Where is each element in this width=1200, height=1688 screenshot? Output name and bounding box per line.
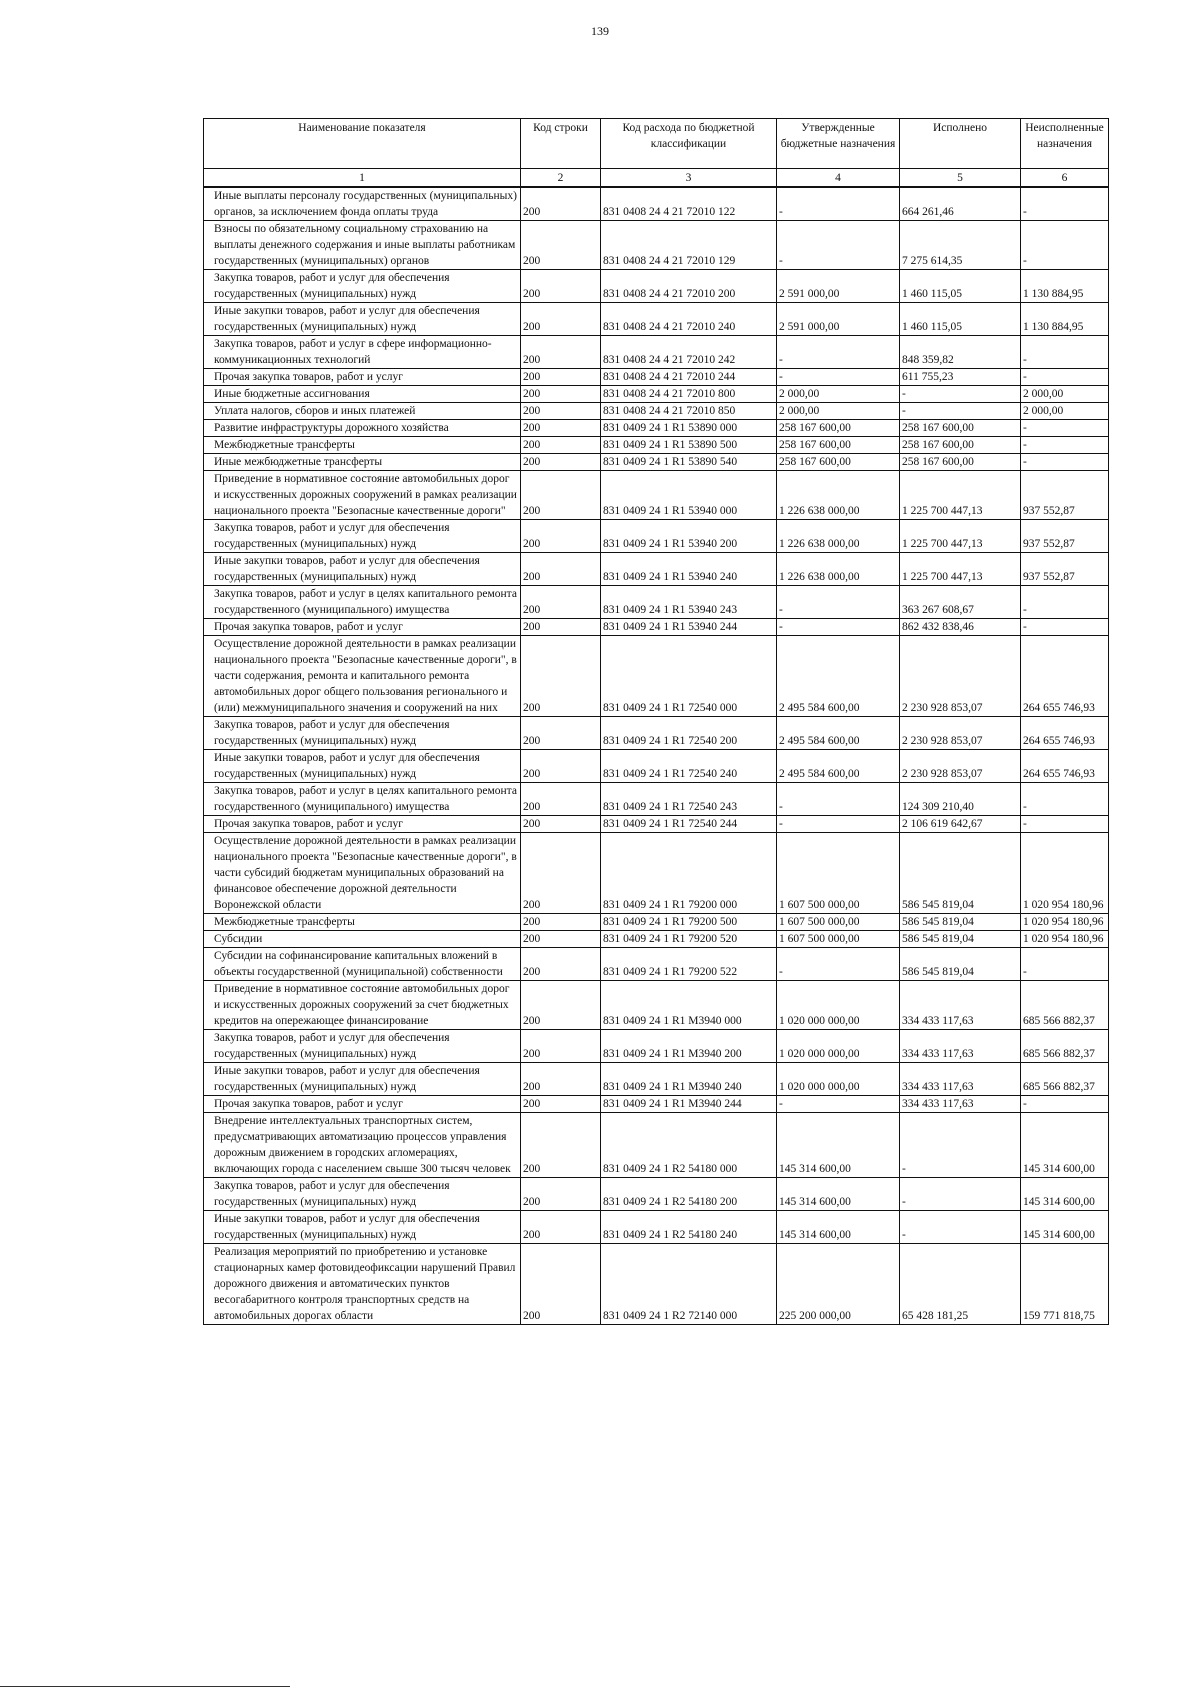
- cell-executed: 1 225 700 447,13: [900, 553, 1021, 586]
- cell-indicator-name: Прочая закупка товаров, работ и услуг: [204, 369, 521, 386]
- cell-line-code: 200: [521, 386, 601, 403]
- cell-indicator-name: Взносы по обязательному социальному страхованию на выплаты денежного содержания и иные выплаты работникам государственных (муниципальных) органов: [204, 221, 521, 270]
- cell-unexecuted: 264 655 746,93: [1021, 717, 1109, 750]
- header-executed: Исполнено: [900, 119, 1021, 169]
- cell-expense-code: 831 0409 24 1 R1 M3940 200: [601, 1030, 777, 1063]
- cell-approved: 145 314 600,00: [777, 1211, 900, 1244]
- cell-approved: -: [777, 619, 900, 636]
- cell-line-code: 200: [521, 948, 601, 981]
- cell-expense-code: 831 0409 24 1 R1 53940 240: [601, 553, 777, 586]
- cell-executed: -: [900, 1178, 1021, 1211]
- cell-approved: 258 167 600,00: [777, 454, 900, 471]
- cell-approved: 1 020 000 000,00: [777, 981, 900, 1030]
- table-row: [204, 816, 1109, 833]
- table-row: [204, 520, 1109, 553]
- cell-expense-code: 831 0409 24 1 R2 54180 200: [601, 1178, 777, 1211]
- cell-line-code: 200: [521, 1096, 601, 1113]
- cell-line-code: 200: [521, 636, 601, 717]
- cell-executed: 1 225 700 447,13: [900, 471, 1021, 520]
- cell-executed: 258 167 600,00: [900, 437, 1021, 454]
- cell-indicator-name: Прочая закупка товаров, работ и услуг: [204, 1096, 521, 1113]
- cell-indicator-name: Иные закупки товаров, работ и услуг для обеспечения государственных (муниципальных) нужд: [204, 303, 521, 336]
- cell-indicator-name: Прочая закупка товаров, работ и услуг: [204, 816, 521, 833]
- cell-indicator-name: Приведение в нормативное состояние автомобильных дорог и искусственных дорожных сооружений в рамках реализации национального проекта "Безопасные качественные дороги": [204, 471, 521, 520]
- cell-indicator-name: Закупка товаров, работ и услуг для обеспечения государственных (муниципальных) нужд: [204, 270, 521, 303]
- cell-line-code: 200: [521, 369, 601, 386]
- cell-expense-code: 831 0409 24 1 R1 72540 200: [601, 717, 777, 750]
- cell-executed: 334 433 117,63: [900, 1063, 1021, 1096]
- cell-line-code: 200: [521, 1113, 601, 1178]
- cell-executed: 664 261,46: [900, 187, 1021, 221]
- cell-unexecuted: 145 314 600,00: [1021, 1211, 1109, 1244]
- cell-indicator-name: Приведение в нормативное состояние автомобильных дорог и искусственных дорожных сооружений за счет бюджетных кредитов на опережающее финансирование: [204, 981, 521, 1030]
- cell-unexecuted: -: [1021, 1096, 1109, 1113]
- cell-unexecuted: 937 552,87: [1021, 553, 1109, 586]
- page-number: 139: [591, 24, 609, 38]
- cell-approved: 2 591 000,00: [777, 303, 900, 336]
- cell-executed: 611 755,23: [900, 369, 1021, 386]
- table-row: [204, 586, 1109, 619]
- cell-executed: 124 309 210,40: [900, 783, 1021, 816]
- cell-approved: 145 314 600,00: [777, 1178, 900, 1211]
- cell-indicator-name: Реализация мероприятий по приобретению и установке стационарных камер фотовидеофиксации нарушений Правил дорожного движения и автоматических пунктов весогабаритного контроля транспортных средств на автомобильных дорогах области: [204, 1244, 521, 1325]
- table-row: [204, 619, 1109, 636]
- cell-unexecuted: 145 314 600,00: [1021, 1113, 1109, 1178]
- table-row: [204, 270, 1109, 303]
- cell-approved: 1 226 638 000,00: [777, 553, 900, 586]
- cell-line-code: 200: [521, 931, 601, 948]
- column-number-row: [204, 169, 1109, 188]
- cell-unexecuted: 1 020 954 180,96: [1021, 914, 1109, 931]
- cell-line-code: 200: [521, 619, 601, 636]
- table-row: [204, 833, 1109, 914]
- cell-approved: 2 000,00: [777, 386, 900, 403]
- cell-expense-code: 831 0409 24 1 R1 M3940 000: [601, 981, 777, 1030]
- cell-expense-code: 831 0408 24 4 21 72010 244: [601, 369, 777, 386]
- header-line-code: Код строки: [521, 119, 601, 169]
- cell-indicator-name: Субсидии на софинансирование капитальных вложений в объекты государственной (муниципальной) собственности: [204, 948, 521, 981]
- cell-executed: 334 433 117,63: [900, 981, 1021, 1030]
- cell-approved: 225 200 000,00: [777, 1244, 900, 1325]
- cell-expense-code: 831 0409 24 1 R2 72140 000: [601, 1244, 777, 1325]
- table-row: [204, 717, 1109, 750]
- cell-executed: 1 460 115,05: [900, 303, 1021, 336]
- cell-unexecuted: -: [1021, 816, 1109, 833]
- table-row: [204, 187, 1109, 221]
- cell-approved: -: [777, 369, 900, 386]
- table-row: [204, 369, 1109, 386]
- cell-approved: -: [777, 948, 900, 981]
- cell-indicator-name: Закупка товаров, работ и услуг для обеспечения государственных (муниципальных) нужд: [204, 1030, 521, 1063]
- cell-approved: 2 000,00: [777, 403, 900, 420]
- table-row: [204, 981, 1109, 1030]
- cell-unexecuted: 145 314 600,00: [1021, 1178, 1109, 1211]
- header-row: [204, 119, 1109, 169]
- cell-expense-code: 831 0409 24 1 R1 53890 500: [601, 437, 777, 454]
- cell-unexecuted: 685 566 882,37: [1021, 981, 1109, 1030]
- cell-expense-code: 831 0409 24 1 R1 79200 520: [601, 931, 777, 948]
- table-row: [204, 750, 1109, 783]
- cell-line-code: 200: [521, 717, 601, 750]
- cell-indicator-name: Закупка товаров, работ и услуг в целях капитального ремонта государственного (муниципального) имущества: [204, 586, 521, 619]
- cell-approved: 1 226 638 000,00: [777, 520, 900, 553]
- cell-expense-code: 831 0409 24 1 R1 M3940 240: [601, 1063, 777, 1096]
- table-body: [204, 187, 1109, 1325]
- cell-unexecuted: -: [1021, 437, 1109, 454]
- cell-line-code: 200: [521, 586, 601, 619]
- cell-expense-code: 831 0409 24 1 R1 72540 244: [601, 816, 777, 833]
- cell-unexecuted: -: [1021, 454, 1109, 471]
- cell-approved: -: [777, 783, 900, 816]
- table-row: [204, 931, 1109, 948]
- cell-unexecuted: 1 020 954 180,96: [1021, 833, 1109, 914]
- cell-indicator-name: Иные закупки товаров, работ и услуг для обеспечения государственных (муниципальных) нужд: [204, 1063, 521, 1096]
- cell-executed: 1 460 115,05: [900, 270, 1021, 303]
- cell-indicator-name: Субсидии: [204, 931, 521, 948]
- cell-line-code: 200: [521, 187, 601, 221]
- cell-approved: -: [777, 586, 900, 619]
- cell-unexecuted: -: [1021, 369, 1109, 386]
- cell-approved: 2 495 584 600,00: [777, 750, 900, 783]
- cell-unexecuted: -: [1021, 420, 1109, 437]
- header-approved: Утвержденные бюджетные назначения: [777, 119, 900, 169]
- cell-executed: -: [900, 1211, 1021, 1244]
- cell-executed: 2 230 928 853,07: [900, 636, 1021, 717]
- table-row: [204, 636, 1109, 717]
- cell-unexecuted: 2 000,00: [1021, 403, 1109, 420]
- table-row: [204, 1030, 1109, 1063]
- cell-approved: 1 607 500 000,00: [777, 833, 900, 914]
- cell-executed: 586 545 819,04: [900, 833, 1021, 914]
- cell-executed: -: [900, 403, 1021, 420]
- cell-executed: 862 432 838,46: [900, 619, 1021, 636]
- cell-expense-code: 831 0409 24 1 R1 53940 000: [601, 471, 777, 520]
- footnote-rule: [0, 1686, 290, 1687]
- cell-expense-code: 831 0409 24 1 R1 53940 243: [601, 586, 777, 619]
- cell-expense-code: 831 0409 24 1 R2 54180 000: [601, 1113, 777, 1178]
- cell-expense-code: 831 0409 24 1 R1 M3940 244: [601, 1096, 777, 1113]
- cell-line-code: 200: [521, 750, 601, 783]
- table-row: [204, 1211, 1109, 1244]
- cell-line-code: 200: [521, 420, 601, 437]
- cell-line-code: 200: [521, 1030, 601, 1063]
- cell-line-code: 200: [521, 914, 601, 931]
- cell-expense-code: 831 0408 24 4 21 72010 242: [601, 336, 777, 369]
- cell-executed: 334 433 117,63: [900, 1096, 1021, 1113]
- cell-indicator-name: Иные закупки товаров, работ и услуг для обеспечения государственных (муниципальных) нужд: [204, 1211, 521, 1244]
- cell-expense-code: 831 0409 24 1 R1 53890 000: [601, 420, 777, 437]
- cell-unexecuted: -: [1021, 336, 1109, 369]
- cell-indicator-name: Прочая закупка товаров, работ и услуг: [204, 619, 521, 636]
- cell-approved: 2 495 584 600,00: [777, 717, 900, 750]
- cell-indicator-name: Иные закупки товаров, работ и услуг для обеспечения государственных (муниципальных) нужд: [204, 750, 521, 783]
- table-row: [204, 303, 1109, 336]
- cell-line-code: 200: [521, 783, 601, 816]
- cell-expense-code: 831 0408 24 4 21 72010 850: [601, 403, 777, 420]
- cell-approved: 1 020 000 000,00: [777, 1030, 900, 1063]
- cell-expense-code: 831 0409 24 1 R1 79200 522: [601, 948, 777, 981]
- cell-executed: 2 106 619 642,67: [900, 816, 1021, 833]
- cell-line-code: 200: [521, 454, 601, 471]
- cell-line-code: 200: [521, 1178, 601, 1211]
- cell-line-code: 200: [521, 553, 601, 586]
- cell-line-code: 200: [521, 437, 601, 454]
- cell-unexecuted: -: [1021, 586, 1109, 619]
- cell-expense-code: 831 0408 24 4 21 72010 200: [601, 270, 777, 303]
- table-row: [204, 1113, 1109, 1178]
- cell-unexecuted: 1 130 884,95: [1021, 270, 1109, 303]
- cell-line-code: 200: [521, 403, 601, 420]
- cell-unexecuted: 2 000,00: [1021, 386, 1109, 403]
- cell-executed: 258 167 600,00: [900, 420, 1021, 437]
- cell-expense-code: 831 0408 24 4 21 72010 122: [601, 187, 777, 221]
- cell-indicator-name: Осуществление дорожной деятельности в рамках реализации национального проекта "Безопасные качественные дороги", в части содержания, ремонта и капитального ремонта автомобильных дорог общего пользования регионального и (или) межмуниципального значения и сооружений на них: [204, 636, 521, 717]
- table-row: [204, 471, 1109, 520]
- cell-expense-code: 831 0409 24 1 R1 72540 000: [601, 636, 777, 717]
- cell-indicator-name: Осуществление дорожной деятельности в рамках реализации национального проекта "Безопасные качественные дороги", в части субсидий бюджетам муниципальных образований на финансовое обеспечение дорожной деятельности Воронежской области: [204, 833, 521, 914]
- cell-indicator-name: Межбюджетные трансферты: [204, 914, 521, 931]
- cell-unexecuted: 937 552,87: [1021, 520, 1109, 553]
- cell-expense-code: 831 0408 24 4 21 72010 129: [601, 221, 777, 270]
- cell-executed: 2 230 928 853,07: [900, 750, 1021, 783]
- cell-approved: 2 591 000,00: [777, 270, 900, 303]
- cell-line-code: 200: [521, 1063, 601, 1096]
- cell-indicator-name: Иные закупки товаров, работ и услуг для обеспечения государственных (муниципальных) нужд: [204, 553, 521, 586]
- table-row: [204, 1063, 1109, 1096]
- cell-executed: 7 275 614,35: [900, 221, 1021, 270]
- cell-line-code: 200: [521, 520, 601, 553]
- cell-expense-code: 831 0409 24 1 R1 79200 500: [601, 914, 777, 931]
- cell-executed: 586 545 819,04: [900, 914, 1021, 931]
- table-row: [204, 221, 1109, 270]
- cell-approved: -: [777, 816, 900, 833]
- table-row: [204, 553, 1109, 586]
- cell-unexecuted: -: [1021, 948, 1109, 981]
- cell-indicator-name: Развитие инфраструктуры дорожного хозяйства: [204, 420, 521, 437]
- cell-line-code: 200: [521, 981, 601, 1030]
- cell-approved: -: [777, 336, 900, 369]
- cell-line-code: 200: [521, 303, 601, 336]
- cell-unexecuted: 159 771 818,75: [1021, 1244, 1109, 1325]
- cell-expense-code: 831 0409 24 1 R1 79200 000: [601, 833, 777, 914]
- cell-unexecuted: -: [1021, 187, 1109, 221]
- cell-indicator-name: Внедрение интеллектуальных транспортных систем, предусматривающих автоматизацию процессов управления дорожным движением в городских агломерациях, включающих города с населением свыше 300 тысяч человек: [204, 1113, 521, 1178]
- cell-approved: 1 226 638 000,00: [777, 471, 900, 520]
- cell-executed: 848 359,82: [900, 336, 1021, 369]
- table-row: [204, 1178, 1109, 1211]
- cell-unexecuted: 264 655 746,93: [1021, 636, 1109, 717]
- cell-indicator-name: Закупка товаров, работ и услуг для обеспечения государственных (муниципальных) нужд: [204, 717, 521, 750]
- cell-indicator-name: Закупка товаров, работ и услуг в сфере информационно-коммуникационных технологий: [204, 336, 521, 369]
- column-number: 3: [601, 169, 777, 188]
- cell-line-code: 200: [521, 221, 601, 270]
- cell-executed: 258 167 600,00: [900, 454, 1021, 471]
- cell-indicator-name: Уплата налогов, сборов и иных платежей: [204, 403, 521, 420]
- cell-expense-code: 831 0409 24 1 R1 72540 243: [601, 783, 777, 816]
- cell-line-code: 200: [521, 833, 601, 914]
- cell-approved: -: [777, 221, 900, 270]
- cell-expense-code: 831 0409 24 1 R1 53890 540: [601, 454, 777, 471]
- cell-expense-code: 831 0408 24 4 21 72010 240: [601, 303, 777, 336]
- cell-approved: 145 314 600,00: [777, 1113, 900, 1178]
- cell-approved: 1 607 500 000,00: [777, 931, 900, 948]
- cell-expense-code: 831 0409 24 1 R1 53940 200: [601, 520, 777, 553]
- cell-executed: 586 545 819,04: [900, 948, 1021, 981]
- cell-line-code: 200: [521, 816, 601, 833]
- cell-executed: 363 267 608,67: [900, 586, 1021, 619]
- cell-unexecuted: -: [1021, 783, 1109, 816]
- cell-unexecuted: 685 566 882,37: [1021, 1030, 1109, 1063]
- table-row: [204, 386, 1109, 403]
- cell-indicator-name: Закупка товаров, работ и услуг для обеспечения государственных (муниципальных) нужд: [204, 1178, 521, 1211]
- cell-line-code: 200: [521, 1211, 601, 1244]
- cell-unexecuted: 1 020 954 180,96: [1021, 931, 1109, 948]
- header-indicator-name: Наименование показателя: [204, 119, 521, 169]
- column-number: 1: [204, 169, 521, 188]
- cell-indicator-name: Иные межбюджетные трансферты: [204, 454, 521, 471]
- cell-executed: 65 428 181,25: [900, 1244, 1021, 1325]
- cell-line-code: 200: [521, 336, 601, 369]
- cell-unexecuted: 1 130 884,95: [1021, 303, 1109, 336]
- cell-unexecuted: -: [1021, 221, 1109, 270]
- cell-approved: -: [777, 187, 900, 221]
- table-row: [204, 914, 1109, 931]
- cell-indicator-name: Закупка товаров, работ и услуг для обеспечения государственных (муниципальных) нужд: [204, 520, 521, 553]
- cell-indicator-name: Межбюджетные трансферты: [204, 437, 521, 454]
- cell-approved: 1 020 000 000,00: [777, 1063, 900, 1096]
- cell-approved: 258 167 600,00: [777, 437, 900, 454]
- cell-executed: 1 225 700 447,13: [900, 520, 1021, 553]
- cell-unexecuted: 264 655 746,93: [1021, 750, 1109, 783]
- cell-unexecuted: -: [1021, 619, 1109, 636]
- column-number: 6: [1021, 169, 1109, 188]
- header-expense-code: Код расхода по бюджетной классификации: [601, 119, 777, 169]
- cell-approved: -: [777, 1096, 900, 1113]
- cell-indicator-name: Закупка товаров, работ и услуг в целях капитального ремонта государственного (муниципального) имущества: [204, 783, 521, 816]
- table-row: [204, 783, 1109, 816]
- cell-unexecuted: 937 552,87: [1021, 471, 1109, 520]
- header-unexecuted: Неисполненные назначения: [1021, 119, 1109, 169]
- table-row: [204, 336, 1109, 369]
- column-number: 2: [521, 169, 601, 188]
- cell-line-code: 200: [521, 1244, 601, 1325]
- cell-approved: 258 167 600,00: [777, 420, 900, 437]
- cell-expense-code: 831 0408 24 4 21 72010 800: [601, 386, 777, 403]
- column-number: 4: [777, 169, 900, 188]
- cell-expense-code: 831 0409 24 1 R1 72540 240: [601, 750, 777, 783]
- cell-line-code: 200: [521, 471, 601, 520]
- cell-unexecuted: 685 566 882,37: [1021, 1063, 1109, 1096]
- column-number: 5: [900, 169, 1021, 188]
- cell-executed: 334 433 117,63: [900, 1030, 1021, 1063]
- cell-indicator-name: Иные выплаты персоналу государственных (муниципальных) органов, за исключением фонда оплаты труда: [204, 187, 521, 221]
- cell-approved: 1 607 500 000,00: [777, 914, 900, 931]
- table-header: [204, 119, 1109, 188]
- table-row: [204, 454, 1109, 471]
- table-row: [204, 948, 1109, 981]
- table-row: [204, 437, 1109, 454]
- table-row: [204, 1244, 1109, 1325]
- cell-executed: 586 545 819,04: [900, 931, 1021, 948]
- table-row: [204, 403, 1109, 420]
- cell-approved: 2 495 584 600,00: [777, 636, 900, 717]
- cell-indicator-name: Иные бюджетные ассигнования: [204, 386, 521, 403]
- cell-executed: 2 230 928 853,07: [900, 717, 1021, 750]
- cell-expense-code: 831 0409 24 1 R2 54180 240: [601, 1211, 777, 1244]
- table-row: [204, 420, 1109, 437]
- cell-line-code: 200: [521, 270, 601, 303]
- budget-execution-table: [203, 118, 1109, 1325]
- cell-expense-code: 831 0409 24 1 R1 53940 244: [601, 619, 777, 636]
- table-row: [204, 1096, 1109, 1113]
- cell-executed: -: [900, 386, 1021, 403]
- cell-executed: -: [900, 1113, 1021, 1178]
